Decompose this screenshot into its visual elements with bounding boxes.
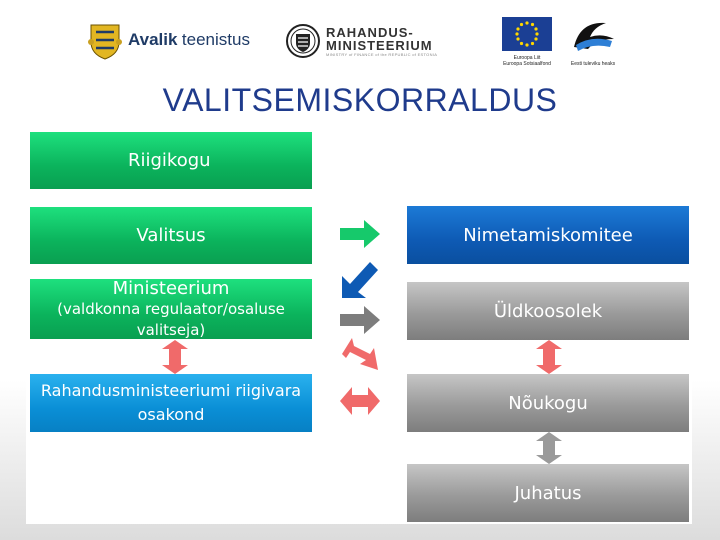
arrow-right-green-icon — [340, 218, 380, 250]
noukogu-label: Nõukogu — [508, 392, 588, 414]
box-juhatus — [407, 464, 689, 522]
box-uldkoosolek — [407, 282, 689, 340]
avalik-text: Avalik — [128, 30, 178, 49]
riigikogu-label: Riigikogu — [128, 150, 211, 171]
nimetamiskomitee-label: Nimetamiskomitee — [463, 224, 633, 246]
ministeerium-label: Ministeerium — [112, 279, 230, 299]
box-noukogu — [407, 374, 689, 432]
double-arrow-diagonal-red-icon — [340, 334, 380, 374]
future-label: Eesti tuleviku heaks — [570, 61, 616, 67]
ministeerium-sublabel: (valdkonna regulaator/osaluse valitseja) — [57, 300, 285, 339]
box-ministeerium — [30, 279, 312, 339]
ministry-subtitle: MINISTRY of FINANCE of the REPUBLIC of ESTONIA — [326, 52, 438, 57]
eu-label-line2: Euroopa Sotsiaalfond — [503, 61, 551, 67]
teenistus-text: teenistus — [181, 30, 250, 49]
valitsus-label: Valitsus — [136, 225, 206, 246]
eu-logo — [502, 17, 552, 67]
box-riigikogu — [30, 132, 312, 189]
rahandus-label-line1: Rahandusministeeriumi riigivara — [40, 381, 302, 400]
ministry-name-line1: RAHANDUS- — [326, 25, 414, 40]
uldkoosolek-label: Üldkoosolek — [493, 300, 603, 322]
box-valitsus — [30, 207, 312, 264]
swallow-flag-icon — [566, 17, 620, 57]
double-arrow-horizontal-red-icon — [340, 384, 380, 418]
logo-bar — [0, 0, 720, 82]
eu-label-line1: Euroopa Liit — [513, 55, 541, 61]
page-title: VALITSEMISKORRALDUS — [162, 82, 558, 118]
ministry-emblem-icon — [286, 24, 320, 58]
double-arrow-ministeerium-rahandus-icon — [160, 340, 190, 374]
double-arrow-uldkoosolek-noukogu-icon — [534, 340, 564, 374]
future-logo — [566, 17, 620, 67]
eu-flag-icon — [502, 17, 552, 51]
box-rahandusministeerium — [30, 374, 312, 432]
rahandus-label-line2: osakond — [137, 405, 205, 424]
double-arrow-noukogu-juhatus-icon — [534, 432, 564, 464]
box-nimetamiskomitee — [407, 206, 689, 264]
arrow-right-gray-icon — [340, 304, 380, 336]
arrow-diagonal-blue-icon — [340, 260, 380, 300]
ministry-name-line2: MINISTEERIUM — [326, 38, 433, 53]
juhatus-label: Juhatus — [514, 482, 582, 504]
coat-of-arms-icon — [88, 22, 122, 60]
